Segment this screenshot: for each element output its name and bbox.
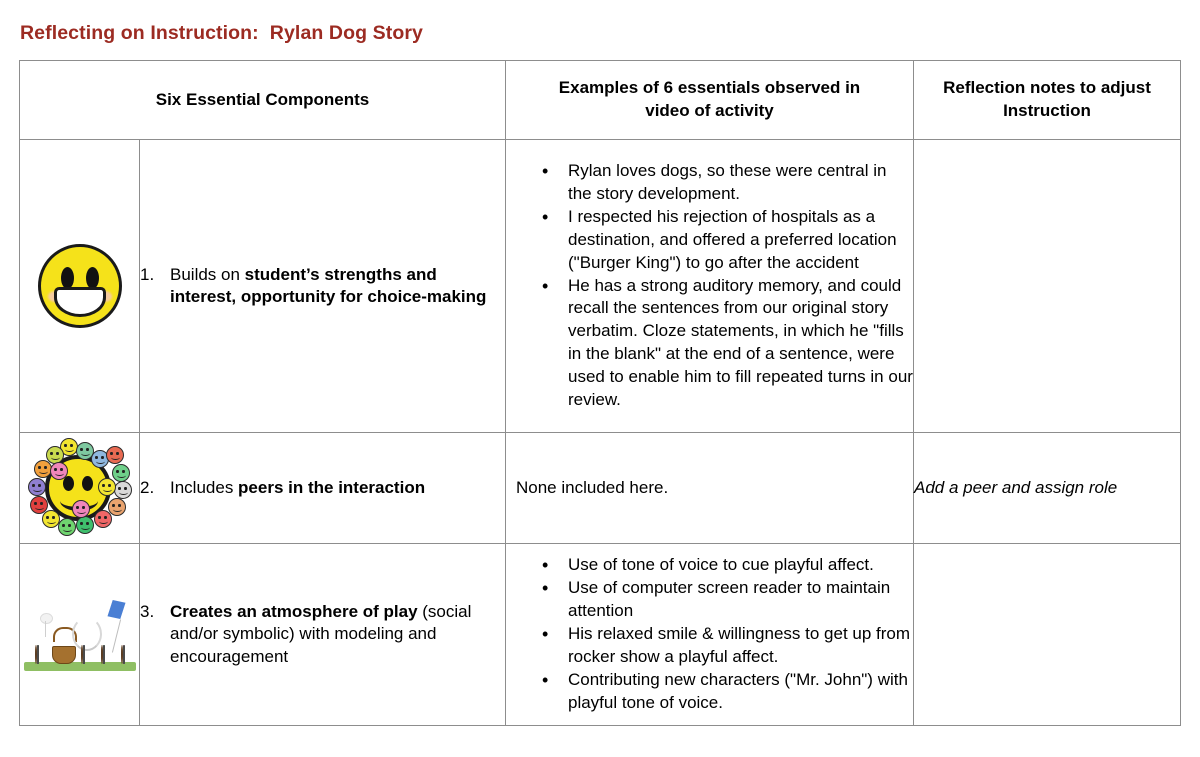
- kite-shape: [107, 600, 125, 619]
- row3-reflection-cell[interactable]: [914, 544, 1181, 726]
- component-numbered-item: [140, 264, 505, 309]
- many-smileys-peers-icon: [28, 438, 132, 538]
- component-bold-text: Creates an atmosphere of play: [170, 601, 418, 621]
- children-playing-icon: [24, 599, 136, 671]
- child-figure: [30, 646, 45, 664]
- peer-smiley-mini: [50, 462, 68, 480]
- component-numbered-item: [140, 601, 505, 668]
- header-six-essential-components: [20, 61, 506, 140]
- peer-smiley-mini: [112, 464, 130, 482]
- peer-smiley-mini: [42, 510, 60, 528]
- reflection-table: [19, 60, 1181, 726]
- header-components-label: Six Essential Components: [155, 89, 370, 109]
- header-examples-observed: [506, 61, 914, 140]
- peer-smiley-mini: [106, 446, 124, 464]
- component-bold-text: student’s strengths and interest, opportunity for choice-making: [170, 264, 487, 306]
- smiley-eye-left: [61, 267, 74, 289]
- row1-icon-cell: [20, 140, 140, 433]
- row3-icon-cell: [20, 544, 140, 726]
- header-examples-line2: video of activity: [645, 101, 774, 120]
- peer-smiley-mini: [76, 516, 94, 534]
- reflection-note-text: Add a peer and assign role: [914, 477, 1118, 497]
- component-plain-prefix: Builds on: [170, 264, 245, 284]
- component-plain-prefix: Includes: [170, 477, 239, 497]
- balloon-string: [45, 621, 46, 637]
- examples-bullet-list: [506, 160, 913, 412]
- header-examples-line1: Examples of 6 essentials observed in: [558, 78, 861, 98]
- page-title: Reflecting on Instruction: Rylan Dog Story: [20, 22, 423, 44]
- basket-shape: [52, 646, 76, 664]
- row3-component-cell: [140, 544, 506, 726]
- row1-component-cell: [140, 140, 506, 433]
- row1-examples-cell: [506, 140, 914, 433]
- component-plain-suffix: (social and/or symbolic) with modeling and encouragement: [170, 601, 472, 666]
- child-figure: [96, 646, 111, 664]
- component-number: 3.: [140, 601, 155, 621]
- examples-bullet-list: [506, 554, 913, 715]
- list-item: • His relaxed smile & willingness to get up from rocker show a playful affect.: [506, 623, 913, 669]
- list-item: • Use of computer screen reader to maintain attention: [506, 577, 913, 623]
- component-numbered-item: [140, 477, 505, 499]
- row3-examples-cell: [506, 544, 914, 726]
- smiley-face-icon: [38, 244, 122, 328]
- list-item: • Rylan loves dogs, so these were central in the story development.: [506, 160, 913, 206]
- component-text: [170, 264, 505, 309]
- component-number: 1.: [140, 264, 155, 284]
- peer-smiley-mini: [94, 510, 112, 528]
- row1-reflection-cell[interactable]: [914, 140, 1181, 433]
- smiley-mouth: [54, 287, 106, 317]
- list-item: • Contributing new characters ("Mr. John") with playful tone of voice.: [506, 669, 913, 715]
- examples-plain-text: None included here.: [516, 477, 669, 497]
- component-bold-text: peers in the interaction: [238, 477, 426, 497]
- peer-smiley-mini: [58, 518, 76, 536]
- header-reflection-line1: Reflection notes to adjust: [943, 78, 1151, 98]
- peer-smiley-mini: [98, 478, 116, 496]
- component-number: 2.: [140, 477, 155, 497]
- row2-examples-cell: [506, 433, 914, 544]
- puff-shape: [40, 613, 53, 624]
- component-text: [170, 601, 505, 668]
- smiley-eye-right: [86, 267, 99, 289]
- peer-smiley-mini: [28, 478, 46, 496]
- table-header-row: [20, 61, 1181, 140]
- child-figure: [76, 646, 91, 664]
- peer-smiley-mini: [34, 460, 52, 478]
- row2-reflection-cell[interactable]: [914, 433, 1181, 544]
- list-item: • He has a strong auditory memory, and could recall the sentences from our original story verbatim. Cloze statements, in which he "fills in the blank" at the end of a sentence, were used to enable him to fill repeated turns in our review.: [506, 275, 913, 413]
- component-text: [170, 477, 505, 499]
- peer-smiley-mini: [114, 481, 132, 499]
- child-figure: [116, 646, 131, 664]
- header-reflection-notes: [914, 61, 1181, 140]
- list-item: • Use of tone of voice to cue playful affect.: [506, 554, 913, 577]
- peer-smiley-mini: [30, 496, 48, 514]
- peer-smiley-mini: [72, 500, 90, 518]
- table-row: [20, 544, 1181, 726]
- table-row: [20, 140, 1181, 433]
- header-reflection-line2: Instruction: [1003, 101, 1091, 120]
- row2-component-cell: [140, 433, 506, 544]
- table-row: [20, 433, 1181, 544]
- list-item: • I respected his rejection of hospitals as a destination, and offered a preferred location ("Burger King") to go after the accident: [506, 206, 913, 275]
- row2-icon-cell: [20, 433, 140, 544]
